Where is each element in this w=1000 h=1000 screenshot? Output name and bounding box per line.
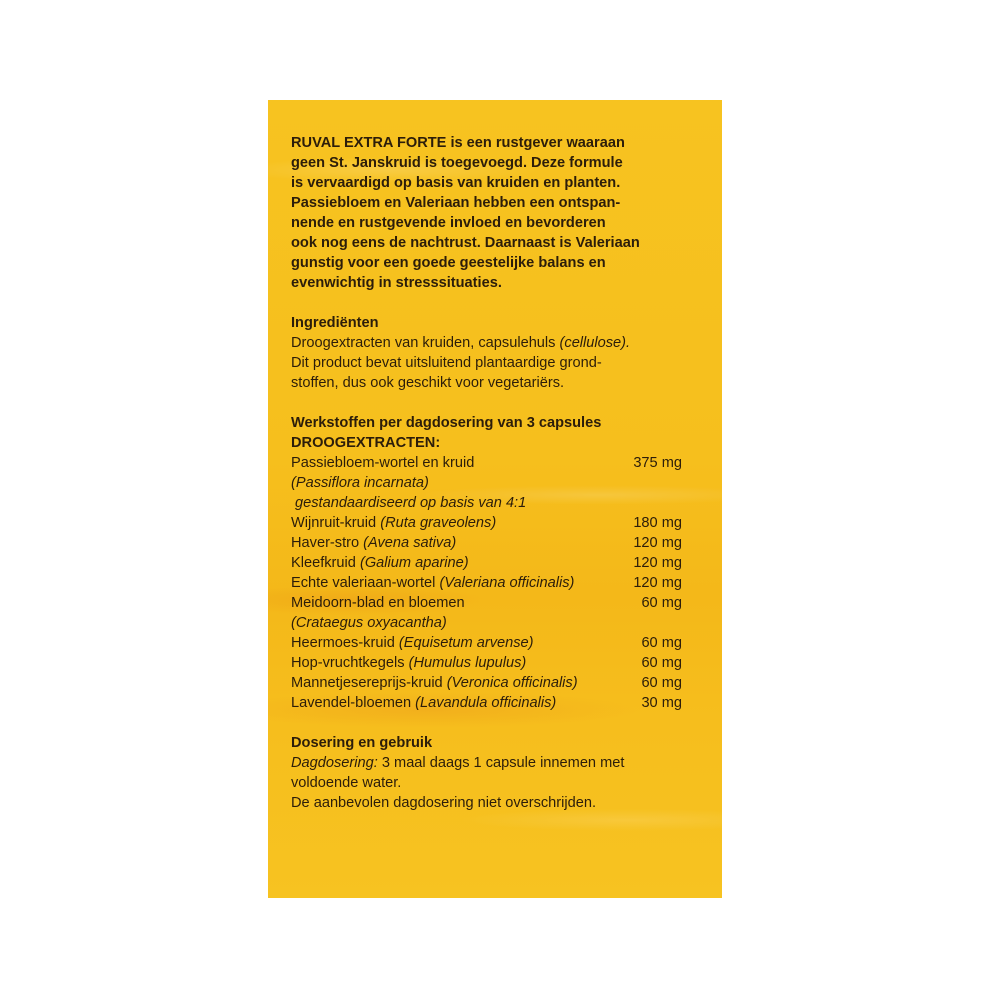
ingredient-name: Kleefkruid bbox=[291, 555, 360, 571]
ingredient-scientific-name: (Ruta graveolens) bbox=[380, 515, 497, 531]
ingredient-name: Heermoes-kruid bbox=[291, 635, 399, 651]
ingredient-name-cell bbox=[291, 653, 526, 673]
ingredient-scientific-name: (Lavandula officinalis) bbox=[415, 695, 557, 711]
dosage-line-1 bbox=[291, 753, 691, 773]
ingredient-name: Mannetjesereprijs-kruid bbox=[291, 675, 447, 691]
active-ingredient-note: (Passiflora incarnata) bbox=[291, 475, 429, 491]
actives-list bbox=[291, 453, 691, 713]
label-content bbox=[291, 133, 691, 813]
ingredients-line-1-text: Droogextracten van kruiden, capsulehuls bbox=[291, 335, 560, 351]
ingredient-name-cell bbox=[291, 533, 456, 553]
active-ingredient-row bbox=[291, 633, 691, 653]
ingredient-name: Hop-vruchtkegels bbox=[291, 655, 409, 671]
ingredient-name-cell bbox=[291, 633, 534, 653]
ingredient-amount: 120 mg bbox=[633, 575, 682, 591]
ingredient-name-cell bbox=[291, 553, 469, 573]
dosage-section bbox=[291, 733, 691, 813]
active-ingredient-row bbox=[291, 573, 691, 593]
ingredient-name-cell bbox=[291, 593, 465, 613]
ingredients-text: Dit product bevat uitsluitend plantaardige grond- stoffen, dus ook geschikt voor vegetariërs. bbox=[291, 355, 602, 391]
ingredient-name: Passiebloem-wortel en kruid bbox=[291, 455, 475, 471]
active-ingredient-row bbox=[291, 673, 691, 693]
active-ingredient-row bbox=[291, 653, 691, 673]
ingredients-heading: Ingrediënten bbox=[291, 315, 379, 331]
ingredient-scientific-name: (Humulus lupulus) bbox=[408, 655, 527, 671]
ingredient-amount: 120 mg bbox=[633, 555, 682, 571]
ingredient-name: Meidoorn-blad en bloemen bbox=[291, 595, 465, 611]
ingredient-scientific-name: (Veronica officinalis) bbox=[446, 675, 578, 691]
actives-heading: Werkstoffen per dagdosering van 3 capsules bbox=[291, 415, 602, 431]
ingredient-amount: 180 mg bbox=[633, 515, 682, 531]
ingredients-section bbox=[291, 313, 691, 393]
ingredient-amount: 60 mg bbox=[641, 595, 682, 611]
active-ingredient-note: gestandaardiseerd op basis van 4:1 bbox=[295, 495, 527, 511]
ingredient-scientific-name: (Equisetum arvense) bbox=[398, 635, 534, 651]
active-ingredient-row bbox=[291, 693, 691, 713]
active-ingredient-row bbox=[291, 593, 691, 613]
active-ingredient-row bbox=[291, 513, 691, 533]
ingredient-name-cell bbox=[291, 513, 496, 533]
ingredient-name: Wijnruit-kruid bbox=[291, 515, 381, 531]
product-label-panel bbox=[268, 100, 722, 898]
ingredient-amount: 60 mg bbox=[641, 675, 682, 691]
active-ingredient-note: (Crataegus oxyacantha) bbox=[291, 615, 447, 631]
intro-paragraph: RUVAL EXTRA FORTE is een rustgever waaraan geen St. Janskruid is toegevoegd. Deze formule is vervaardigd op basis van kruiden en planten. Passiebloem en Valeriaan hebben een ontspan- nende en rustgevende invloed en bevorderen ook nog eens de nachtrust. Daarnaast is Valeriaan gunstig voor een goede geestelijke balans en evenwichtig in stresssituaties. bbox=[291, 135, 640, 291]
ingredient-amount: 375 mg bbox=[633, 455, 682, 471]
ingredient-scientific-name: (Valeriana officinalis) bbox=[439, 575, 575, 591]
ingredient-amount: 120 mg bbox=[633, 535, 682, 551]
ingredient-name: Echte valeriaan-wortel bbox=[291, 575, 440, 591]
ingredient-name: Lavendel-bloemen bbox=[291, 695, 416, 711]
actives-subheading: DROOGEXTRACTEN: bbox=[291, 435, 441, 451]
dosage-line-1-text: 3 maal daags 1 capsule innemen met bbox=[377, 755, 625, 771]
active-ingredient-row bbox=[291, 453, 691, 473]
ingredient-name-cell bbox=[291, 673, 578, 693]
dosage-label: Dagdosering: bbox=[291, 755, 378, 771]
ingredients-line-1 bbox=[291, 333, 691, 353]
ingredient-amount: 30 mg bbox=[641, 695, 682, 711]
dosage-text: voldoende water. De aanbevolen dagdosering niet overschrijden. bbox=[291, 775, 597, 811]
ingredients-line-1-italic: (cellulose). bbox=[559, 335, 631, 351]
ingredient-amount: 60 mg bbox=[641, 655, 682, 671]
actives-section bbox=[291, 413, 691, 713]
ingredient-name: Haver-stro bbox=[291, 535, 364, 551]
ingredient-name-cell bbox=[291, 573, 574, 593]
ingredient-scientific-name: (Galium aparine) bbox=[359, 555, 469, 571]
dosage-heading: Dosering en gebruik bbox=[291, 735, 433, 751]
ingredient-scientific-name: (Avena sativa) bbox=[363, 535, 457, 551]
active-ingredient-row bbox=[291, 553, 691, 573]
ingredient-name-cell bbox=[291, 453, 474, 473]
ingredient-amount: 60 mg bbox=[641, 635, 682, 651]
ingredient-name-cell bbox=[291, 693, 556, 713]
active-ingredient-row bbox=[291, 533, 691, 553]
